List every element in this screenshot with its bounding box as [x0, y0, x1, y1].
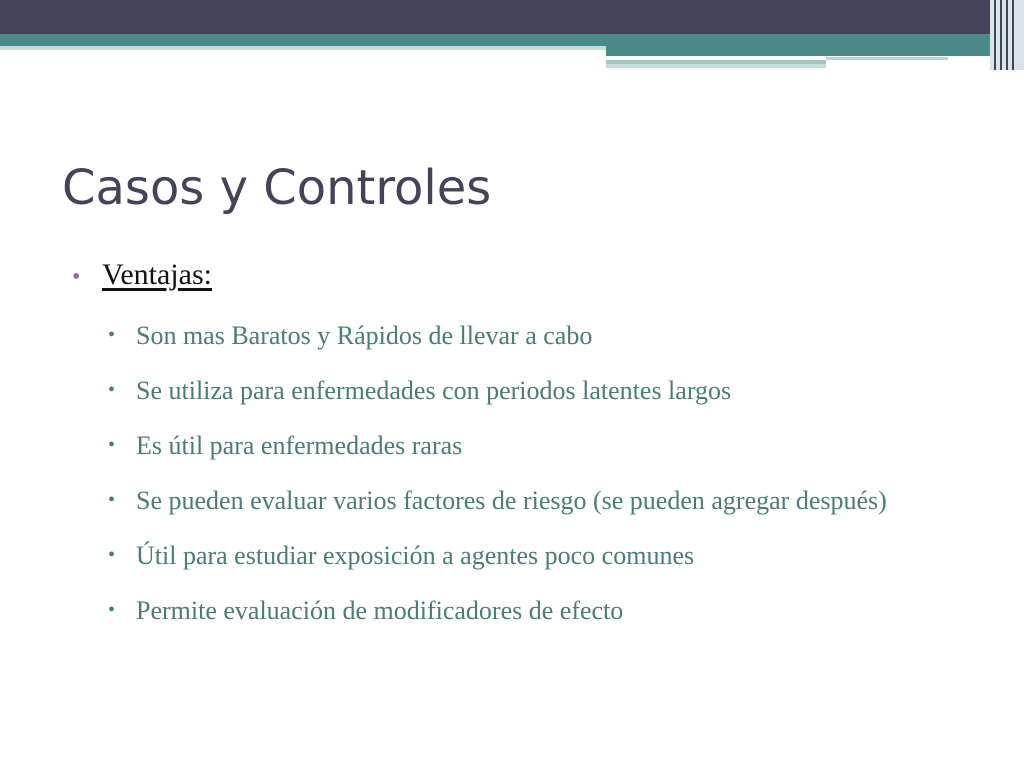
bullet-list — [72, 308, 972, 638]
slide-content — [72, 258, 972, 638]
bullet-dot-icon: • — [108, 489, 116, 511]
bullet-heading — [72, 258, 972, 308]
list-item-text: Son mas Baratos y Rápidos de llevar a cabo — [136, 321, 593, 350]
header-band-teal — [0, 34, 1024, 46]
list-item — [108, 528, 972, 583]
list-item — [108, 583, 972, 638]
header-vertical-line — [1000, 0, 1002, 70]
header-stripe-light — [826, 57, 948, 60]
list-item — [108, 473, 972, 528]
list-item-text: Útil para estudiar exposición a agentes poco comunes — [136, 541, 695, 570]
header-band-dark — [0, 0, 1024, 34]
list-item-text: Permite evaluación de modificadores de efecto — [136, 596, 624, 625]
heading-text: Ventajas: — [102, 258, 212, 291]
bullet-dot-icon: • — [72, 264, 81, 290]
list-item — [108, 418, 972, 473]
slide-title: Casos y Controles — [62, 160, 492, 216]
bullet-dot-icon: • — [108, 544, 116, 566]
bullet-dot-icon: • — [108, 434, 116, 456]
header-corner-lines — [990, 0, 1024, 70]
list-item — [108, 363, 972, 418]
list-item — [108, 308, 972, 363]
header-stripe-light — [0, 46, 606, 50]
header-vertical-line — [994, 0, 996, 70]
bullet-dot-icon: • — [108, 599, 116, 621]
list-item-text: Se utiliza para enfermedades con periodos latentes largos — [136, 376, 732, 405]
header-stripe-teal — [606, 46, 1024, 56]
header-stripe-light — [606, 64, 826, 68]
list-item-text: Es útil para enfermedades raras — [136, 431, 463, 460]
bullet-dot-icon: • — [108, 324, 116, 346]
list-item-text: Se pueden evaluar varios factores de riesgo (se pueden agregar después) — [136, 486, 887, 515]
bullet-dot-icon: • — [108, 379, 116, 401]
header-vertical-line — [1006, 0, 1008, 70]
header-vertical-line — [1012, 0, 1014, 70]
